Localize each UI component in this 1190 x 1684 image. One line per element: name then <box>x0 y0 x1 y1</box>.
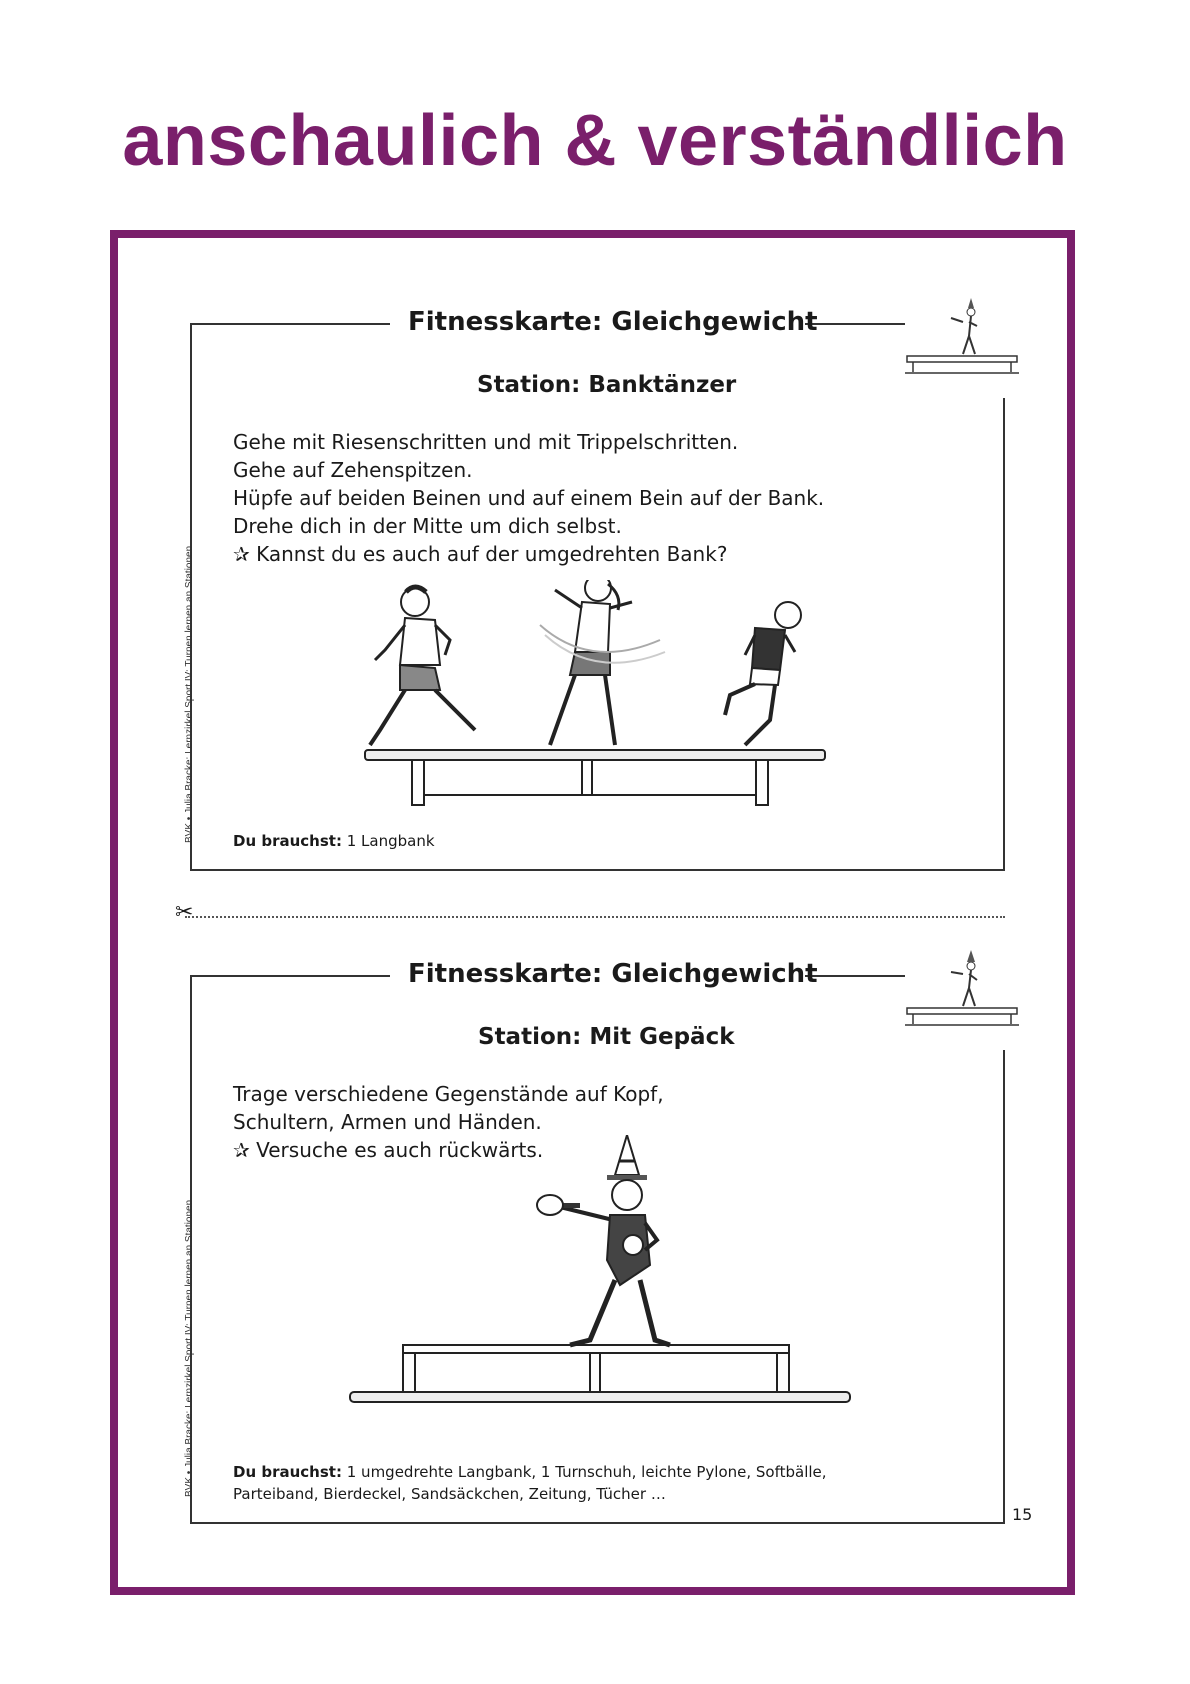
copyright-credit: BVK • Julia Bracke: Lernzirkel Sport IV: Turnen lernen an Stationen <box>184 545 195 843</box>
instruction-line: Gehe auf Zehenspitzen. <box>233 458 473 482</box>
page-number: 15 <box>1012 1505 1033 1524</box>
copyright-credit: BVK • Julia Bracke: Lernzirkel Sport IV: Turnen lernen an Stationen <box>184 1199 195 1497</box>
card-border-top-right <box>805 975 905 977</box>
equipment-note <box>233 830 913 852</box>
children-on-bench-illustration <box>360 580 830 810</box>
equipment-text: 1 Langbank <box>346 832 435 850</box>
equipment-note <box>233 1461 913 1505</box>
card-title: Fitnesskarte: Gleichgewicht <box>408 307 818 337</box>
instruction-line: Hüpfe auf beiden Beinen und auf einem Bein auf der Bank. <box>233 486 825 510</box>
station-title: Station: Mit Gepäck <box>478 1024 735 1050</box>
scissors-icon: ✂ <box>175 900 194 925</box>
equipment-label: Du brauchst: <box>233 832 342 850</box>
card-title: Fitnesskarte: Gleichgewicht <box>408 959 818 989</box>
card-border-bottom <box>190 1522 1005 1524</box>
page-headline: anschaulich & verständlich <box>122 101 1068 181</box>
instruction-line: Drehe dich in der Mitte um dich selbst. <box>233 514 622 538</box>
child-carrying-items-illustration <box>345 1135 855 1410</box>
station-title: Station: Banktänzer <box>477 372 737 398</box>
instructions <box>233 428 824 568</box>
instruction-line: Schultern, Armen und Händen. <box>233 1110 542 1134</box>
instruction-line: Trage verschiedene Gegenstände auf Kopf, <box>233 1082 664 1106</box>
card-border-right <box>1003 398 1005 871</box>
bench-balance-icon <box>905 950 1020 1028</box>
card-border-top-left <box>190 975 390 977</box>
equipment-text: 1 umgedrehte Langbank, 1 Turnschuh, leichte Pylone, Softbälle, Parteiband, Bierdeckel, Sandsäckchen, Zeitung, Tücher … <box>233 1463 827 1503</box>
instruction-line: ✰ Versuche es auch rückwärts. <box>233 1138 544 1162</box>
card-border-bottom <box>190 869 1005 871</box>
bench-balance-icon <box>905 298 1020 376</box>
instruction-line: ✰ Kannst du es auch auf der umgedrehten Bank? <box>233 542 728 566</box>
card-border-right <box>1003 1050 1005 1524</box>
equipment-label: Du brauchst: <box>233 1463 342 1481</box>
cut-line <box>185 916 1005 918</box>
card-border-top-right <box>805 323 905 325</box>
instruction-line: Gehe mit Riesenschritten und mit Trippelschritten. <box>233 430 739 454</box>
card-border-top-left <box>190 323 390 325</box>
